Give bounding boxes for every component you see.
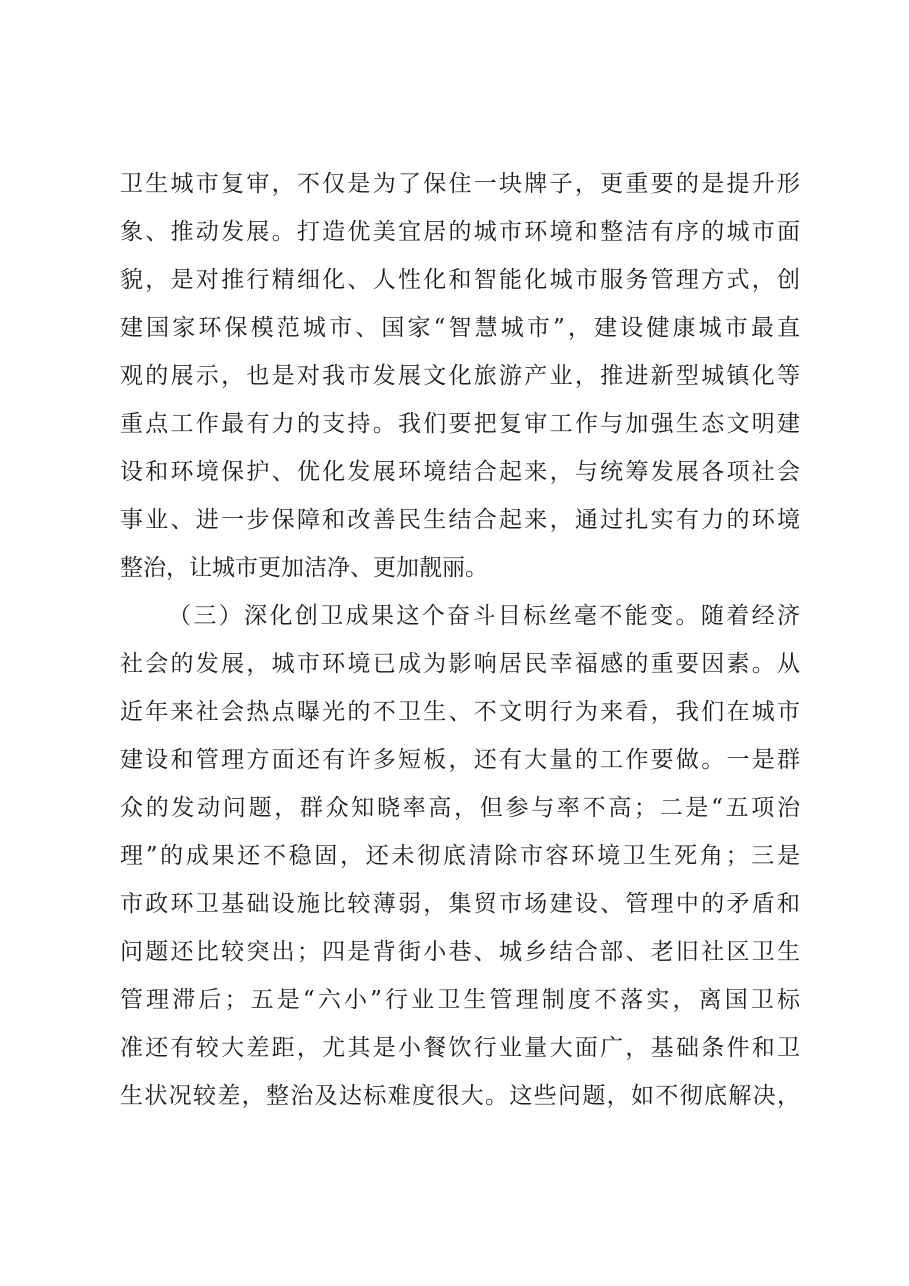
paragraph-line: 事业、进一步保障和改善民生结合起来，通过扎实有力的环境: [120, 507, 800, 533]
paragraph-line: （三）深化创卫成果这个奋斗目标丝毫不能变。随着经济: [168, 603, 800, 629]
paragraph-line: 社会的发展，城市环境已成为影响居民幸福感的重要因素。从: [120, 651, 800, 677]
paragraph-line: 设和环境保护、优化发展环境结合起来，与统筹发展各项社会: [120, 459, 800, 485]
paragraph-line: 近年来社会热点曝光的不卫生、不文明行为来看，我们在城市: [120, 699, 800, 725]
paragraph-line: 重点工作最有力的支持。我们要把复审工作与加强生态文明建: [120, 411, 800, 437]
paragraph-line: 建设和管理方面还有许多短板，还有大量的工作要做。一是群: [120, 747, 800, 773]
paragraph-line: 生状况较差，整治及达标难度很大。这些问题，如不彻底解决，: [120, 1083, 800, 1109]
paragraph-line: 理”的成果还不稳固，还未彻底清除市容环境卫生死角；三是: [120, 843, 800, 869]
paragraph-line: 准还有较大差距，尤其是小餐饮行业量大面广，基础条件和卫: [120, 1035, 800, 1061]
paragraph-line: 观的展示，也是对我市发展文化旅游产业，推进新型城镇化等: [120, 363, 800, 389]
paragraph-line: 整治，让城市更加洁净、更加靓丽。: [120, 555, 488, 581]
paragraph-line: 管理滞后；五是“六小”行业卫生管理制度不落实，离国卫标: [120, 987, 800, 1013]
paragraph-line: 市政环卫基础设施比较薄弱，集贸市场建设、管理中的矛盾和: [120, 891, 800, 917]
paragraph-line: 建国家环保模范城市、国家“智慧城市”，建设健康城市最直: [120, 315, 800, 341]
paragraph-line: 众的发动问题，群众知晓率高，但参与率不高；二是“五项治: [120, 795, 800, 821]
paragraph-line: 貌，是对推行精细化、人性化和智能化城市服务管理方式，创: [120, 267, 800, 293]
paragraph-line: 象、推动发展。打造优美宜居的城市环境和整洁有序的城市面: [120, 219, 800, 245]
paragraph-line: 卫生城市复审，不仅是为了保住一块牌子，更重要的是提升形: [120, 171, 800, 197]
paragraph-line: 问题还比较突出；四是背街小巷、城乡结合部、老旧社区卫生: [120, 939, 800, 965]
